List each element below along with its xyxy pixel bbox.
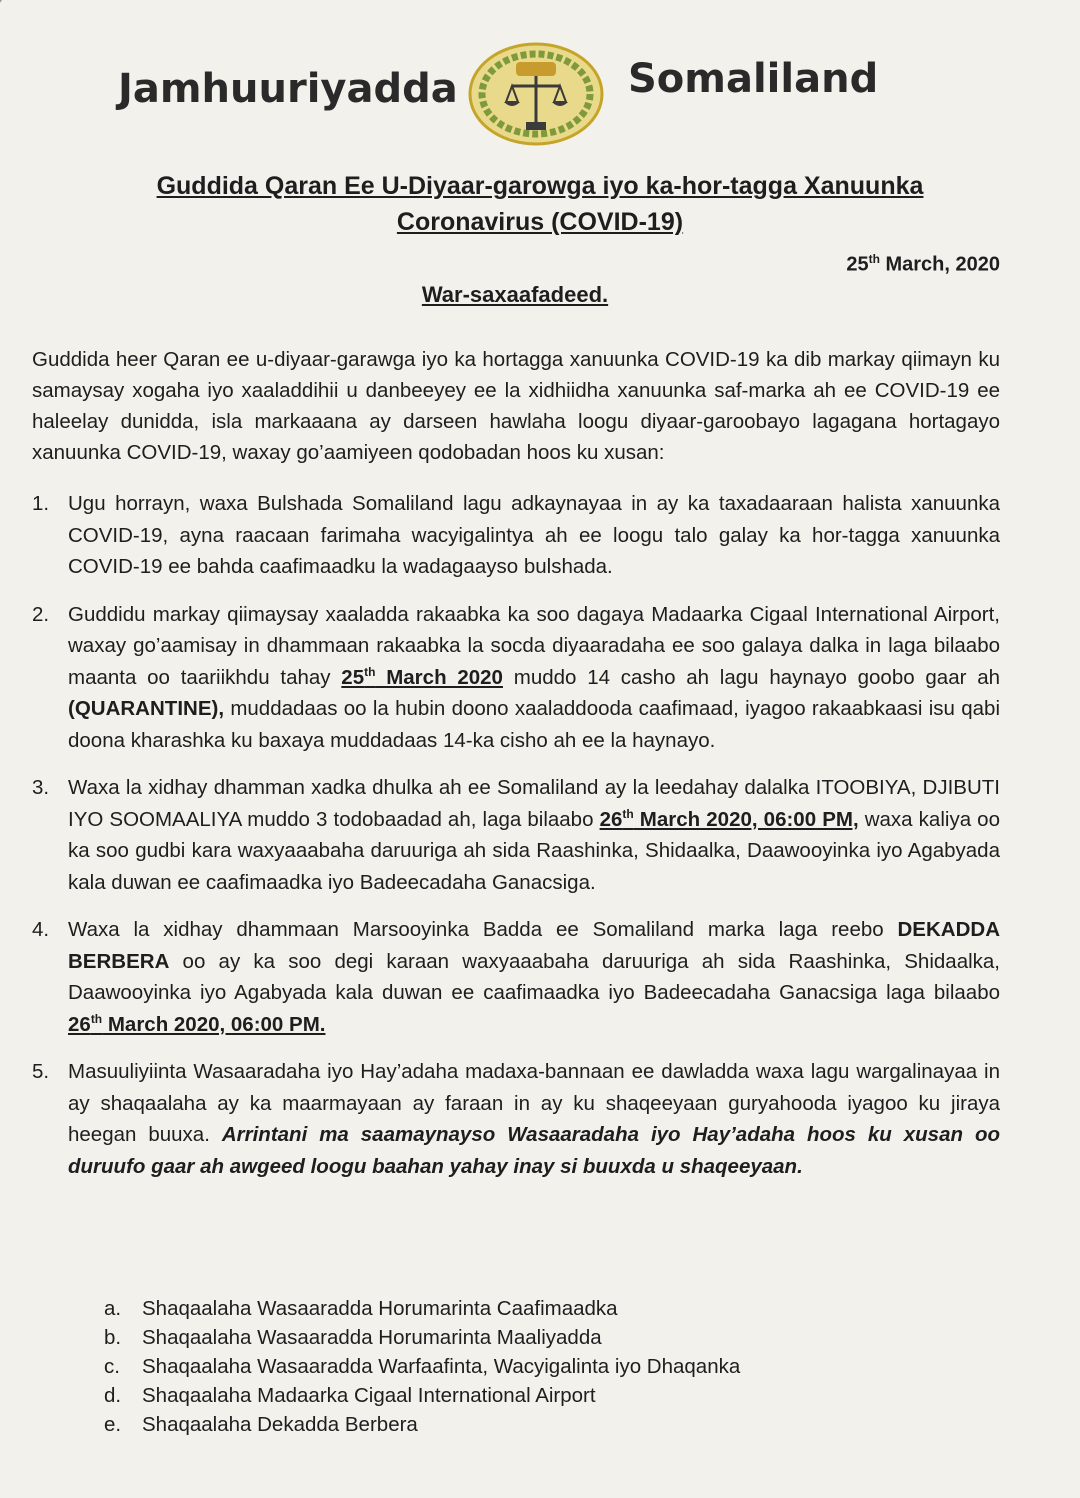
exempt-staff-list [104, 1294, 740, 1439]
date-suffix: th [868, 252, 880, 266]
sub-item-letter: b. [104, 1326, 122, 1349]
item-text: oo ay ka soo degi karaan waxyaaabaha daruuriga ah sida Raashinka, Shidaalka, Daawooyinka iyo Agabyada kala duwan ee caafimaadka iyo Badeecadaha Ganacsiga laga bilaabo [68, 949, 1000, 1004]
item-text: muddadaas oo la hubin doono xaaladdooda caafimaad, iyagoo rakaabkaasi isu qabi doona kharashka ku baxaya muddadaas 14-ka cisho ah ee la haynayo. [68, 697, 1000, 752]
item-text: muddo 14 casho ah lagu haynayo goobo gaar ah [502, 665, 1000, 689]
list-item [32, 488, 1000, 583]
list-item [32, 599, 1000, 757]
document-title [60, 168, 1020, 240]
list-item [32, 914, 1000, 1040]
date-rest: March, 2020 [885, 253, 1000, 276]
sub-item-letter: c. [104, 1355, 120, 1378]
sub-item-letter: a. [104, 1297, 122, 1320]
header-left-text: Jamhuuriyadda [118, 66, 458, 112]
item-text: Masuuliyiinta Wasaaradaha iyo Hay’adaha madaxa-bannaan ee dawladda waxa lagu wargalinayaa in ay shaqaalaha ay ka maarmayaan ay faraan in ay ku shaqeeyaan guryahooda iyagoo ku jiraya heegan buuxa. [68, 1060, 1000, 1146]
document-date [846, 252, 1000, 277]
item-text: Waxa la xidhay dhamman xadka dhulka ah ee Somaliland ay la leedahay dalalka ITOOBIYA, DJIBUTI IYO SOOMAALIYA muddo 3 todobaadad ah, laga bilaabo [68, 776, 1000, 831]
title-line-2: Coronavirus (COVID-19) [396, 208, 684, 236]
sub-item-letter: d. [104, 1384, 122, 1407]
port-name: DEKADDA BERBERA [68, 918, 1000, 973]
item-number: 5. [32, 1060, 50, 1083]
somaliland-coat-of-arms-icon [466, 40, 606, 148]
press-release-heading: War-saxaafadeed. [421, 282, 609, 307]
date-highlight: 26th March 2020, 06:00 PM. [68, 1011, 326, 1036]
sub-item-text: Shaqaalaha Wasaaradda Horumarinta Maaliyadda [142, 1326, 602, 1349]
header-right-text: Somaliland [628, 56, 879, 102]
sub-item-text: Shaqaalaha Madaarka Cigaal International Airport [142, 1384, 596, 1407]
sub-list-item [104, 1352, 740, 1381]
sub-list-item [104, 1410, 740, 1439]
sub-item-letter: e. [104, 1413, 122, 1436]
date-day: 25 [846, 253, 869, 276]
list-item [32, 1056, 1000, 1182]
item-text: Waxa la xidhay dhammaan Marsooyinka Badda ee Somaliland marka laga reebo [68, 918, 898, 941]
sub-list-item [104, 1323, 740, 1352]
item-text: Guddidu markay qiimaysay xaaladda rakaabka ka soo dagaya Madaarka Cigaal International Airport, waxay go’aamisay in dhammaan rakaabka la socda diyaaradaha ee soo galaya dalka in laga bilaabo maanta oo taariikhdu tahay [68, 602, 1000, 689]
list-item [32, 772, 1000, 898]
item-number: 2. [32, 602, 50, 626]
item-number: 3. [32, 776, 50, 799]
item-number: 1. [32, 492, 50, 515]
date-highlight: 25th March 2020 [341, 664, 503, 689]
intro-paragraph: Guddida heer Qaran ee u-diyaar-garawga iyo ka hortagga xanuunka COVID-19 ka dib markay qiimayn ku samaysay xogaha iyo xaaladdihii u danbeeyey ee la xidhiidha xanuunka saf-marka ah ee COVID-19 ee haleelay dunidda, isla markaaana ay darseen hawlaha loogu diyaar-garoobayo lagagana hortagayo xanuunka COVID-19, waxay go’aamiyeen qodobadan hoos ku xusan: [32, 348, 1000, 464]
sub-item-text: Shaqaalaha Wasaaradda Warfaafinta, Wacyigalinta iyo Dhaqanka [142, 1355, 741, 1378]
item-text: waxa kaliya oo ka soo gudbi kara waxyaaabaha daruuriga ah sida Raashinka, Shidaalka, Daawooyinka iyo Agabyada kala duwan ee caafimaadka iyo Badeecadaha Ganacsiga. [68, 807, 1000, 894]
item-text: Ugu horrayn, waxa Bulshada Somaliland lagu adkaynayaa in ay ka taxadaaraan halista xanuunka COVID-19, ayna raacaan farimaha wacyigalintya ah ee loogu talo galay ka hor-tagga xanuunka COVID-19 ee bahda caafimaadku la wadagaayso bulshada. [68, 492, 1000, 578]
sub-list-item [104, 1381, 740, 1410]
scan-mark [0, 0, 32, 40]
decision-list [32, 488, 1000, 1198]
sub-item-text: Shaqaalaha Dekadda Berbera [142, 1413, 418, 1436]
exception-note: Arrintani ma saamaynayso Wasaaradaha iyo Hay’adaha hoos ku xusan oo duruufo gaar ah awgeed loogu baahan yahay inay si buuxda u shaqeeyaan. [68, 1123, 1000, 1178]
quarantine-label: (QUARANTINE), [68, 697, 225, 720]
sub-item-text: Shaqaalaha Wasaaradda Horumarinta Caafimaadka [142, 1297, 618, 1320]
title-line-1: Guddida Qaran Ee U-Diyaar-garowga iyo ka-hor-tagga Xanuunka [156, 172, 924, 200]
letterhead [0, 40, 1080, 150]
date-highlight: 26th March 2020, 06:00 PM, [599, 806, 859, 831]
item-number: 4. [32, 918, 50, 941]
sub-list-item [104, 1294, 740, 1323]
